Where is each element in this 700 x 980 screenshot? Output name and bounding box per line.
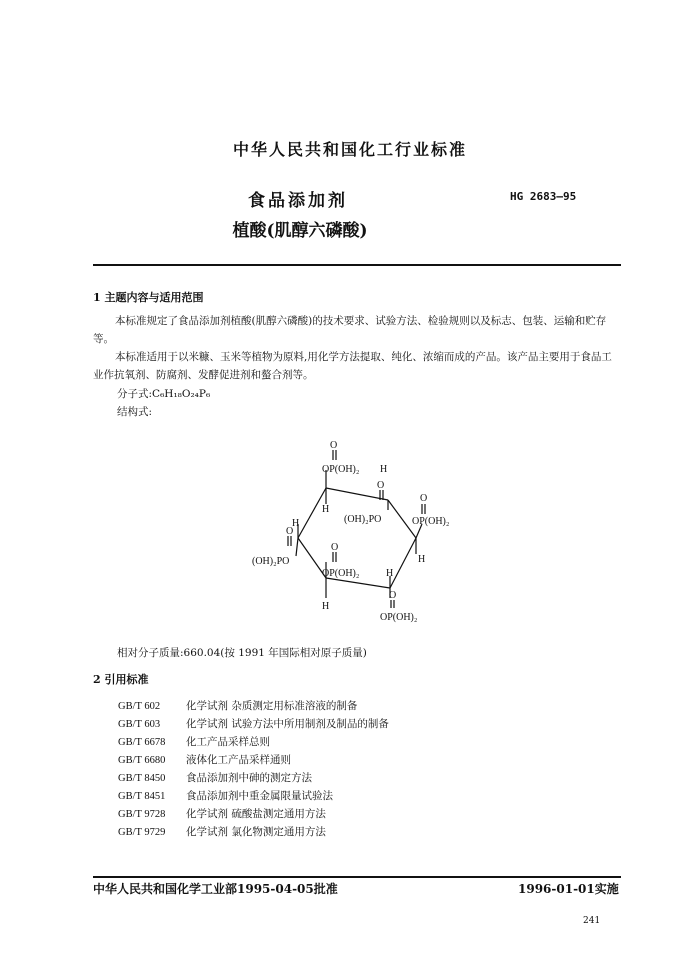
section-1-paragraph-1: 本标准规定了食品添加剂植酸(肌醇六磷酸)的技术要求、试验方法、检验规则以及标志、包装、运输和贮存等。: [93, 315, 607, 345]
reference-title: 化学试剂 氯化物测定通用方法: [186, 826, 326, 838]
hydrogen-label: H: [292, 518, 300, 529]
implementation-date: 1996-01-01实施: [518, 882, 619, 896]
reference-title: 食品添加剂中砷的测定方法: [186, 772, 312, 784]
oxygen-label: O: [330, 440, 338, 451]
reference-code: GB/T 602: [118, 701, 161, 712]
hydrogen-label: H: [380, 464, 388, 475]
standard-category-header: 中华人民共和国化工行业标准: [232, 140, 467, 159]
reference-code: GB/T 603: [118, 719, 161, 730]
structure-label: 结构式:: [117, 406, 153, 418]
reference-code: GB/T 6680: [118, 755, 166, 766]
reference-title: 化工产品采样总则: [186, 736, 270, 748]
header-divider: [93, 264, 621, 266]
oxygen-label: O: [377, 480, 385, 491]
reference-code: GB/T 8450: [118, 773, 166, 784]
reference-item: [118, 716, 389, 732]
approval-date: 中华人民共和国化学工业部1995-04-05批准: [93, 882, 338, 896]
molecular-formula: [117, 386, 210, 401]
reference-title: 食品添加剂中重金属限量试验法: [186, 790, 333, 802]
page-number: 241: [583, 916, 601, 926]
reference-code: GB/T 9729: [118, 827, 166, 838]
reference-code: GB/T 8451: [118, 791, 166, 802]
oxygen-label: O: [286, 526, 294, 537]
reference-item: [118, 752, 291, 768]
structural-formula-diagram: [240, 438, 470, 628]
section-1-paragraph-2: 本标准适用于以米糠、玉米等植物为原料,用化学方法提取、纯化、浓缩而成的产品。该产品主要用于食品工业作抗氧剂、防腐剂、发酵促进剂和螯合剂等。: [93, 351, 612, 381]
document-subtitle: 植酸(肌醇六磷酸): [232, 221, 368, 241]
phosphate-group-label: OP(OH)₂: [322, 464, 360, 475]
hydrogen-label: H: [322, 504, 330, 515]
reference-title: 化学试剂 硫酸盐测定通用方法: [186, 808, 326, 820]
hydrogen-label: H: [386, 568, 394, 579]
molar-mass: 相对分子质量:660.04(按 1991 年国际相对原子质量): [117, 647, 367, 659]
hydrogen-label: H: [322, 601, 330, 612]
reference-item: [118, 734, 270, 750]
phosphate-group-label: (OH)₂PO: [344, 514, 382, 525]
hydrogen-label: H: [418, 554, 426, 565]
phosphate-group-label: OP(OH)₂: [380, 612, 418, 623]
oxygen-label: O: [389, 590, 397, 601]
reference-item: [118, 770, 312, 786]
phosphate-group-label: OP(OH)₂: [412, 516, 450, 527]
standard-code: HG 2683—95: [510, 190, 577, 203]
footer-divider: [93, 876, 621, 878]
section-1-heading: 1 主题内容与适用范围: [93, 291, 204, 304]
oxygen-label: O: [420, 493, 428, 504]
reference-item: [118, 806, 326, 822]
formula-label: 分子式:: [117, 388, 153, 400]
reference-title: 液体化工产品采样通则: [186, 754, 291, 766]
reference-title: 化学试剂 试验方法中所用制剂及制品的制备: [186, 718, 389, 730]
oxygen-label: O: [331, 542, 339, 553]
reference-item: [118, 788, 333, 804]
section-2-heading: 2 引用标准: [93, 673, 149, 686]
reference-code: GB/T 9728: [118, 809, 166, 820]
reference-title: 化学试剂 杂质测定用标准溶液的制备: [186, 700, 358, 712]
formula-value: C₆H₁₈O₂₄P₆: [152, 388, 211, 400]
phosphate-group-label: (OH)₂PO: [252, 556, 290, 567]
reference-item: [118, 698, 357, 714]
document-title: 食品添加剂: [248, 191, 348, 211]
reference-code: GB/T 6678: [118, 737, 166, 748]
phosphate-group-label: OP(OH)₂: [322, 568, 360, 579]
reference-item: [118, 824, 326, 840]
